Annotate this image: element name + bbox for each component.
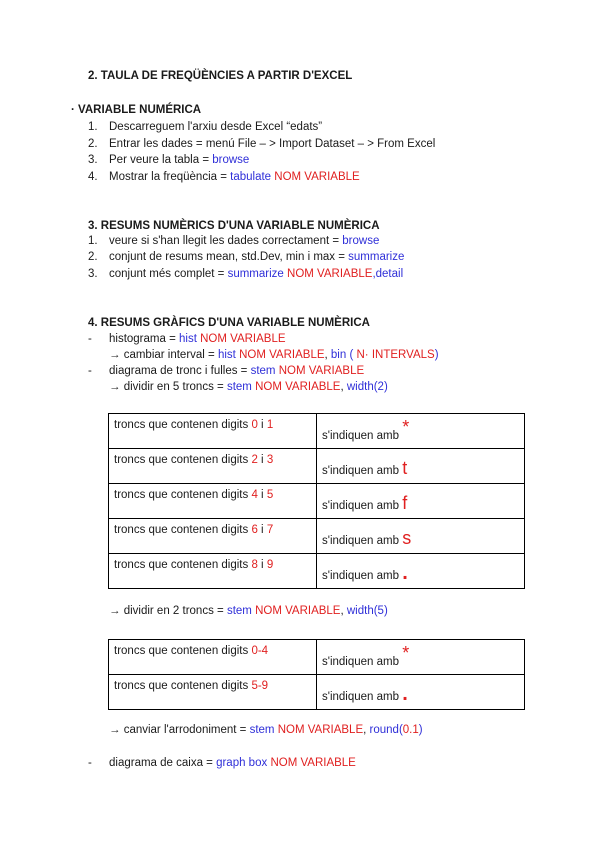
bullet: -	[88, 757, 92, 769]
separator: ,	[363, 724, 370, 736]
item-text: Per veure la tabla =	[109, 154, 213, 166]
symbol: *	[402, 416, 410, 437]
arg-open: (	[346, 349, 357, 361]
item-text: diagrama de tronc i fulles =	[109, 365, 251, 377]
variable-name: NOM VARIABLE	[278, 365, 365, 377]
symbol: s	[402, 527, 412, 548]
table-row	[109, 414, 525, 449]
symbol: .	[402, 682, 408, 705]
option: width(5)	[346, 605, 388, 617]
table-row	[109, 675, 525, 710]
argument: 0.1	[402, 724, 419, 736]
command: stem	[226, 605, 252, 617]
item-text: Mostrar la freqüència =	[109, 171, 231, 183]
command: tabulate	[230, 171, 272, 183]
command: summarize	[227, 268, 284, 280]
symbol: *	[402, 642, 410, 663]
arrow-icon: →	[109, 349, 121, 361]
item-text: dividir en 5 troncs =	[120, 381, 227, 393]
item-text: canviar l'arrodoniment =	[120, 724, 250, 736]
arrow-icon: →	[109, 605, 121, 617]
table-cell: troncs que contenen digits 0-4	[109, 640, 317, 675]
table-row	[109, 449, 525, 484]
item-number: 3.	[88, 154, 98, 166]
command: stem	[250, 365, 276, 377]
variable-name: NOM VARIABLE	[274, 171, 360, 183]
item-text: Entrar les dades = menú File – > Import Dataset – > From Excel	[109, 138, 436, 150]
table-cell: s'indiquen amb *	[317, 414, 525, 449]
variable-name: NOM VARIABLE	[287, 268, 373, 280]
table-cell: troncs que contenen digits 6 i 7	[109, 519, 317, 554]
item-text: veure si s'han llegit les dades correctament =	[109, 235, 343, 247]
list-item	[88, 251, 404, 263]
table-5-stems	[108, 413, 525, 589]
command: stem	[249, 724, 275, 736]
table-row	[109, 484, 525, 519]
bullet: -	[88, 365, 92, 377]
symbol: f	[402, 492, 408, 513]
command: hist	[179, 333, 197, 345]
list-item	[109, 724, 423, 736]
separator: ,	[324, 349, 331, 361]
table-cell: s'indiquen amb .	[317, 554, 525, 589]
list-item	[88, 154, 249, 166]
table-cell: troncs que contenen digits 4 i 5	[109, 484, 317, 519]
arg-close: )	[434, 349, 439, 361]
item-number: 1.	[88, 121, 98, 133]
list-item	[88, 268, 403, 280]
separator: ,	[340, 381, 347, 393]
variable-name: NOM VARIABLE	[255, 605, 341, 617]
item-text: histograma =	[109, 333, 179, 345]
option: round	[369, 724, 399, 736]
item-text: Descarreguem l'arxiu desde Excel “edats”	[109, 121, 323, 133]
section-4-title: 4. RESUMS GRÀFICS D'UNA VARIABLE NUMÈRICA	[88, 317, 370, 329]
list-item	[88, 171, 360, 183]
arg-open: (	[398, 724, 403, 736]
command: browse	[342, 235, 380, 247]
section-2-title: 2. TAULA DE FREQÜÈNCIES A PARTIR D'EXCEL	[88, 70, 353, 82]
item-text: conjunt més complet =	[109, 268, 228, 280]
item-text: dividir en 2 troncs =	[120, 605, 227, 617]
list-item	[88, 333, 286, 345]
list-item	[109, 605, 388, 617]
table-row	[109, 519, 525, 554]
item-number: 1.	[88, 235, 98, 247]
table-cell: s'indiquen amb *	[317, 640, 525, 675]
arrow-icon: →	[109, 381, 121, 393]
arg-close: )	[418, 724, 423, 736]
command: stem	[226, 381, 252, 393]
variable-name: NOM VARIABLE	[277, 724, 364, 736]
list-item	[88, 235, 379, 247]
list-item	[88, 121, 322, 133]
table-cell: s'indiquen amb t	[317, 449, 525, 484]
list-item	[109, 381, 388, 393]
list-item	[88, 138, 435, 150]
symbol: t	[402, 457, 408, 478]
command: hist	[217, 349, 236, 361]
command: summarize	[348, 251, 405, 263]
item-number: 4.	[88, 171, 98, 183]
command: graph box	[216, 757, 268, 769]
table-cell: s'indiquen amb s	[317, 519, 525, 554]
table-row	[109, 554, 525, 589]
table-cell: troncs que contenen digits 2 i 3	[109, 449, 317, 484]
variable-name: NOM VARIABLE	[200, 333, 286, 345]
option: width(2)	[346, 381, 388, 393]
variable-name: NOM VARIABLE	[255, 381, 341, 393]
table-2-stems	[108, 639, 525, 710]
item-number: 3.	[88, 268, 98, 280]
item-text: cambiar interval =	[120, 349, 218, 361]
table-cell: s'indiquen amb .	[317, 675, 525, 710]
variable-name: NOM VARIABLE	[239, 349, 325, 361]
table-cell: troncs que contenen digits 8 i 9	[109, 554, 317, 589]
option: ,detail	[372, 268, 404, 280]
arrow-icon: →	[109, 724, 121, 736]
command: browse	[212, 154, 250, 166]
table-cell: s'indiquen amb f	[317, 484, 525, 519]
section-3-title: 3. RESUMS NUMÈRICS D'UNA VARIABLE NUMÈRICA	[88, 220, 380, 232]
option: bin	[330, 349, 347, 361]
table-cell: troncs que contenen digits 5-9	[109, 675, 317, 710]
list-item	[88, 757, 356, 769]
variable-name: NOM VARIABLE	[270, 757, 356, 769]
table-row	[109, 640, 525, 675]
separator: ,	[340, 605, 347, 617]
item-text: diagrama de caixa =	[109, 757, 217, 769]
table-cell: troncs que contenen digits 0 i 1	[109, 414, 317, 449]
item-text: conjunt de resums mean, std.Dev, min i max =	[109, 251, 349, 263]
symbol: .	[402, 561, 408, 584]
list-item	[109, 349, 439, 361]
list-item	[88, 365, 364, 377]
item-number: 2.	[88, 138, 98, 150]
subheading-variable-numerica: · VARIABLE NUMÉRICA	[71, 104, 202, 116]
bullet: -	[88, 333, 92, 345]
item-number: 2.	[88, 251, 98, 263]
argument: N· INTERVALS	[356, 349, 435, 361]
